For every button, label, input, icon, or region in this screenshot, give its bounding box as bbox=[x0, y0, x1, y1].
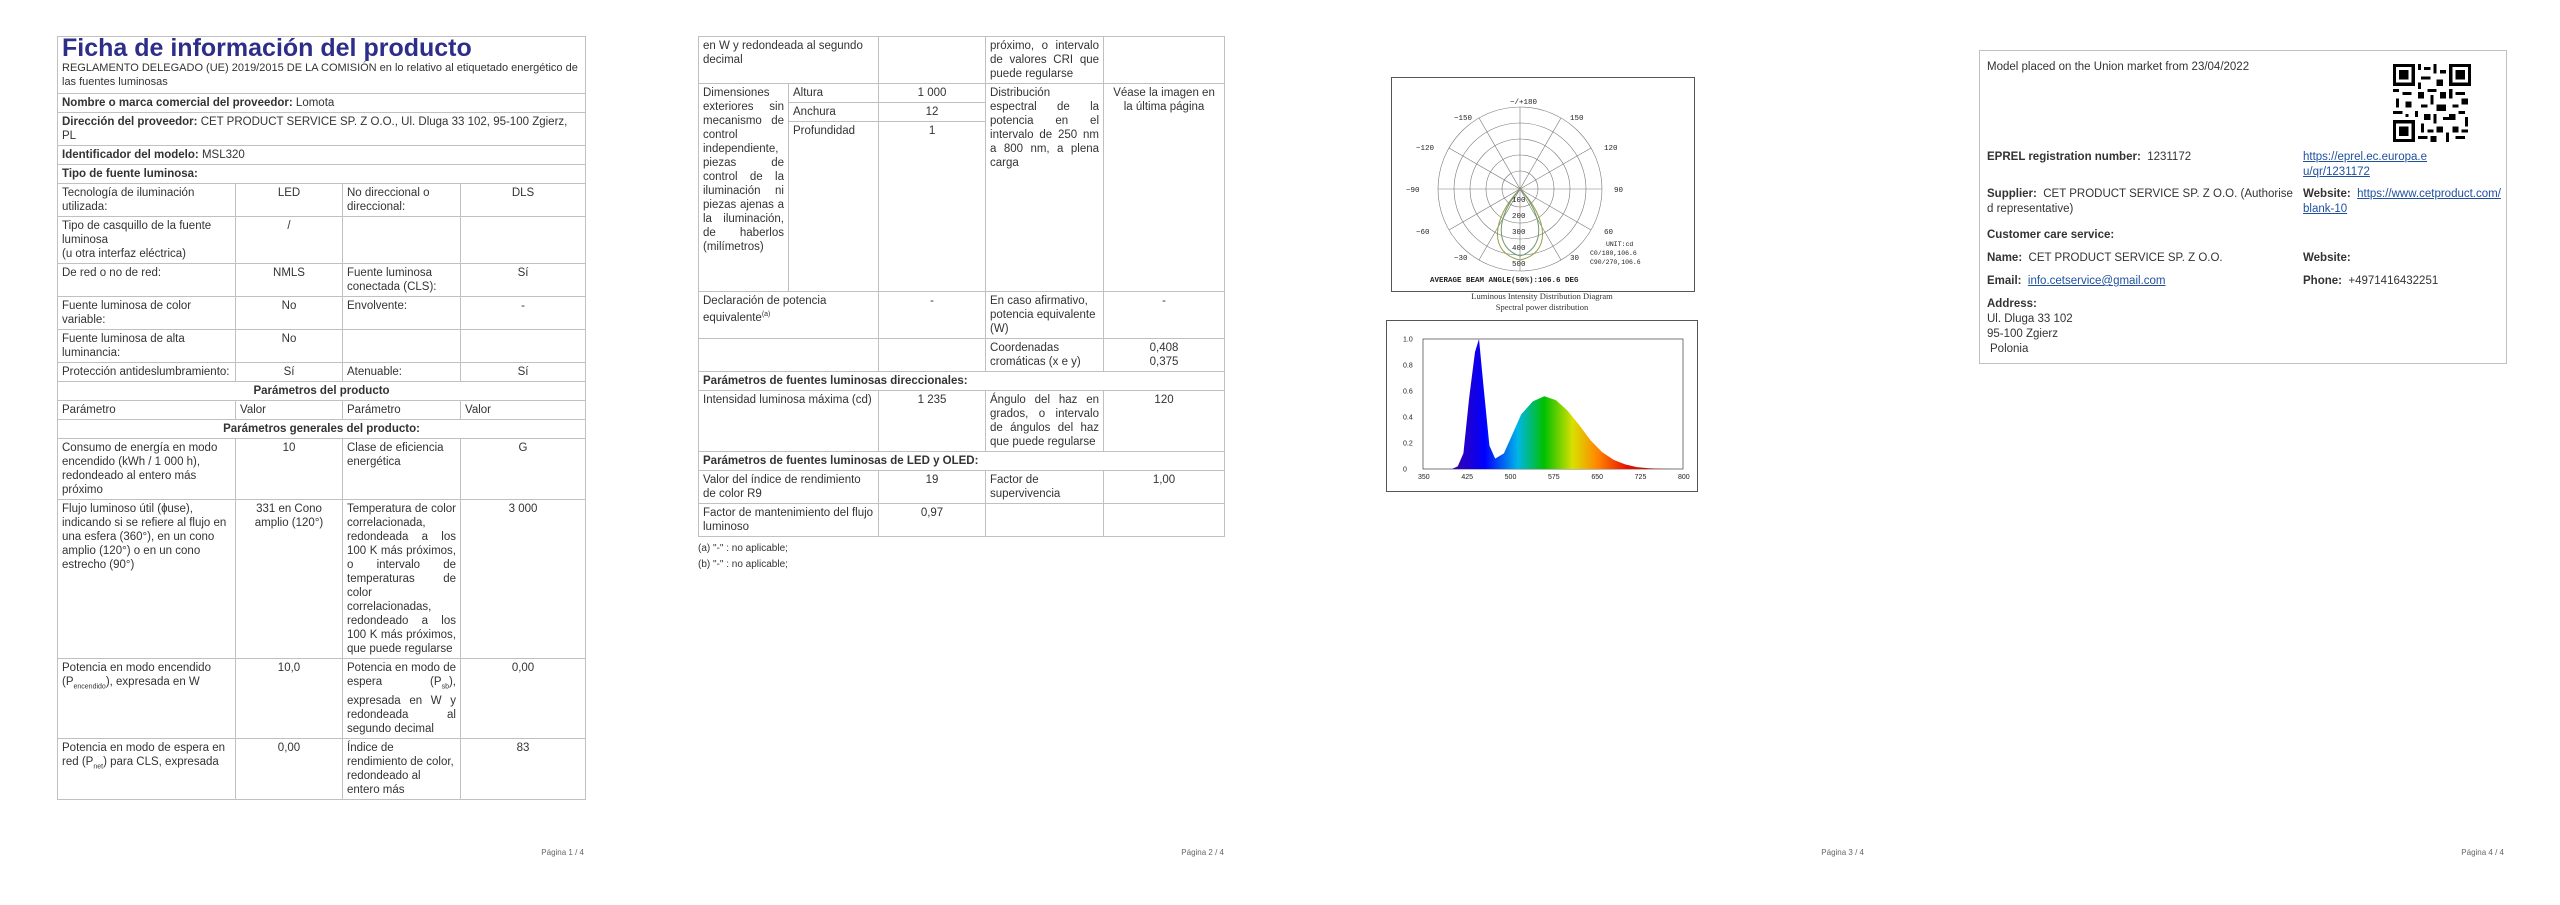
ring-100: 100 bbox=[1512, 197, 1526, 205]
r9-value: 19 bbox=[879, 471, 986, 504]
standby-label: Potencia en modo de espera $(P_{sb})$, expresada en W y redondeada al segundo decimal bbox=[343, 659, 461, 739]
spd-value: Véase la imagen en la última página bbox=[1104, 84, 1225, 292]
tech-value: LED bbox=[236, 184, 343, 217]
hl-label: Fuente luminosa de alta luminancia: bbox=[58, 330, 236, 363]
label-120: 120 bbox=[1604, 145, 1618, 153]
cont-left: en W y redondeada al segundo decimal bbox=[699, 37, 879, 84]
maint-label: Factor de mantenimiento del flujo luminoso bbox=[699, 504, 879, 537]
cri-label: Índice de rendimiento de color, redondeado al entero más bbox=[343, 739, 461, 800]
x-tick-label: 725 bbox=[1634, 474, 1647, 481]
net-value: 0,00 bbox=[236, 739, 343, 800]
supplier-name: Lomota bbox=[295, 97, 335, 109]
flux-label: Flujo luminoso útil (ɸuse), indicando si se refiere al flujo en una esfera (360°), en un cono amplio (120°) o en un cono estrecho (90°) bbox=[58, 500, 236, 659]
care-email-label: Email: bbox=[1987, 275, 2022, 287]
address-block bbox=[1987, 297, 2073, 357]
eprel-card bbox=[1979, 50, 2507, 364]
hl-value: No bbox=[236, 330, 343, 363]
label-m60: −60 bbox=[1416, 229, 1430, 237]
standby-value: 0,00 bbox=[461, 659, 586, 739]
y-tick-label: 0.6 bbox=[1403, 388, 1413, 396]
cap-label: Tipo de casquillo de la fuente luminosa bbox=[62, 220, 212, 246]
c0-label: C0/180,106.6 bbox=[1590, 250, 1637, 257]
cap-label-2: (u otra interfaz eléctrica) bbox=[62, 248, 186, 260]
page-2 bbox=[640, 0, 1280, 905]
address-line-2: 95-100 Zgierz bbox=[1987, 328, 2058, 340]
dir-header: Parámetros de fuentes luminosas direccionales: bbox=[699, 372, 1225, 391]
energy-label: Consumo de energía en modo encendido (kWh / 1 000 h), redondeado al entero más próximo bbox=[58, 439, 236, 500]
mains-value: NMLS bbox=[236, 264, 343, 297]
nondir-value: DLS bbox=[461, 184, 586, 217]
label-30: 30 bbox=[1570, 255, 1580, 263]
cap-value: / bbox=[236, 217, 343, 264]
beam-value: 120 bbox=[1104, 391, 1225, 452]
care-website-label: Website: bbox=[2303, 252, 2351, 264]
net-label: Potencia en modo de espera en red $(P_{net})$ para CLS, expresada bbox=[58, 739, 236, 800]
surv-label: Factor de supervivencia bbox=[986, 471, 1104, 504]
address-line-3: Polonia bbox=[1990, 343, 2029, 355]
ring-200: 200 bbox=[1512, 213, 1526, 221]
polar-caption: Luminous Intensity Distribution Diagram bbox=[1471, 291, 1613, 301]
page-number-4: Página 4 / 4 bbox=[2461, 848, 2504, 857]
regulation-text: REGLAMENTO DELEGADO (UE) 2019/2015 DE LA COMISIÓN en lo relativo al etiquetado energético de las fuentes luminosas bbox=[62, 62, 578, 88]
label-90: 90 bbox=[1614, 187, 1624, 195]
supplier-name-label: Nombre o marca comercial del proveedor: bbox=[62, 97, 293, 109]
address-label: Address: bbox=[1987, 298, 2037, 310]
cct-value: 3 000 bbox=[461, 500, 586, 659]
r9-label: Valor del índice de rendimiento de color R9 bbox=[699, 471, 879, 504]
glare-value: Sí bbox=[236, 363, 343, 382]
param-col-1: Parámetro bbox=[58, 401, 236, 420]
page-number-1: Página 1 / 4 bbox=[541, 848, 584, 857]
y-tick-label: 0.2 bbox=[1403, 440, 1413, 448]
x-tick-label: 800 bbox=[1678, 474, 1690, 481]
care-phone-value: +4971416432251 bbox=[2348, 275, 2439, 287]
height-value: 1 000 bbox=[879, 84, 986, 103]
care-name-label: Name: bbox=[1987, 252, 2023, 264]
y-tick-label: 0.4 bbox=[1403, 414, 1413, 422]
general-header: Parámetros generales del producto: bbox=[58, 420, 586, 439]
cct-label: Temperatura de color correlacionada, redondeada a los 100 K más próximos, o intervalo de temperaturas de color correlacionadas, redondeado a los 100 K más próximos, que puede regularse bbox=[343, 500, 461, 659]
spd-area bbox=[1452, 339, 1672, 469]
website-row bbox=[2303, 187, 2503, 217]
value-col-1: Valor bbox=[236, 401, 343, 420]
footnotes bbox=[698, 541, 1224, 573]
spd-label: Distribución espectral de la potencia en el intervalo de 250 nm a 800 nm, a plena carga bbox=[986, 84, 1104, 292]
label-m30: −30 bbox=[1454, 255, 1468, 263]
x-tick-label: 650 bbox=[1591, 474, 1604, 481]
ring-500: 500 bbox=[1512, 261, 1526, 269]
page-1 bbox=[0, 0, 640, 905]
ring-300: 300 bbox=[1512, 229, 1526, 237]
beam-angle-label: AVERAGE BEAM ANGLE(50%):106.6 DEG bbox=[1430, 277, 1579, 285]
supplier-address-label: Dirección del proveedor: bbox=[62, 116, 198, 128]
label-180: −/+180 bbox=[1510, 99, 1538, 107]
x-tick-label: 500 bbox=[1504, 474, 1517, 481]
intensity-value: 1 235 bbox=[879, 391, 986, 452]
depth-label: Profundidad bbox=[789, 122, 879, 292]
y-tick-label: 0 bbox=[1403, 466, 1407, 474]
y-tick-label: 1.0 bbox=[1403, 336, 1413, 344]
width-value: 12 bbox=[879, 103, 986, 122]
care-phone-label: Phone: bbox=[2303, 275, 2342, 287]
params-header: Parámetros del producto bbox=[58, 382, 586, 401]
placed-on-market: Model placed on the Union market from 23/04/2022 bbox=[1987, 61, 2250, 73]
dim-value: Sí bbox=[461, 363, 586, 382]
cls-label: Fuente luminosa conectada (CLS): bbox=[343, 264, 461, 297]
envelope-label: Envolvente: bbox=[343, 297, 461, 330]
footnote-b: (b) "-" : no aplicable; bbox=[698, 559, 788, 570]
energy-value: 10 bbox=[236, 439, 343, 500]
product-info-table-2 bbox=[698, 36, 1225, 537]
customer-care-label: Customer care service: bbox=[1987, 229, 2115, 241]
label-150: 150 bbox=[1570, 115, 1584, 123]
model-id: MSL320 bbox=[201, 149, 245, 161]
eprel-label: EPREL registration number: bbox=[1987, 151, 2141, 163]
chroma-value: 0,408 0,375 bbox=[1104, 339, 1225, 372]
surv-value: 1,00 bbox=[1104, 471, 1225, 504]
width-label: Anchura bbox=[789, 103, 879, 122]
colour-label: Fuente luminosa de color variable: bbox=[58, 297, 236, 330]
cri-value: 83 bbox=[461, 739, 586, 800]
mains-label: De red o no de red: bbox=[58, 264, 236, 297]
led-header: Parámetros de fuentes luminosas de LED y OLED: bbox=[699, 452, 1225, 471]
height-label: Altura bbox=[789, 84, 879, 103]
value-col-2: Valor bbox=[461, 401, 586, 420]
page-3 bbox=[1280, 0, 1920, 905]
page-number-3: Página 3 / 4 bbox=[1821, 848, 1864, 857]
glare-label: Protección antideslumbramiento: bbox=[58, 363, 236, 382]
c90-label: C90/270,106.6 bbox=[1590, 259, 1641, 266]
product-info-table bbox=[57, 36, 586, 800]
nondir-label: No direccional o direccional: bbox=[343, 184, 461, 217]
power-on-label: Potencia en modo encendido $(P_{encendido})$, expresada en W bbox=[58, 659, 236, 739]
website-label: Website: bbox=[2303, 188, 2351, 200]
footnote-a: (a) "-" : no aplicable; bbox=[698, 543, 788, 554]
model-label: Identificador del modelo: bbox=[62, 149, 199, 161]
source-type-label: Tipo de fuente luminosa: bbox=[58, 165, 586, 184]
eprel-link[interactable]: https://eprel.ec.europa.eu/qr/1231172 bbox=[2303, 151, 2428, 178]
care-name-value: CET PRODUCT SERVICE SP. Z O.O. bbox=[2028, 252, 2223, 264]
equiv2-value: - bbox=[1104, 292, 1225, 339]
envelope-value: - bbox=[461, 297, 586, 330]
label-m90: −90 bbox=[1406, 187, 1420, 195]
power-on-value: 10,0 bbox=[236, 659, 343, 739]
eprel-row bbox=[1987, 150, 2297, 165]
supplier-value: CET PRODUCT SERVICE SP. Z O.O. (Authorised representative) bbox=[1987, 188, 2293, 215]
unit-label: UNIT:cd bbox=[1606, 241, 1634, 248]
eclass-label: Clase de eficiencia energética bbox=[343, 439, 461, 500]
document-title: Ficha de información del producto bbox=[62, 34, 472, 62]
x-tick-label: 350 bbox=[1418, 474, 1430, 481]
intensity-label: Intensidad luminosa máxima (cd) bbox=[699, 391, 879, 452]
eclass-value: G bbox=[461, 439, 586, 500]
page-4 bbox=[1920, 0, 2560, 905]
flux-value: 331 en Cono amplio (120°) bbox=[236, 500, 343, 659]
depth-value: 1 bbox=[879, 122, 986, 292]
supplier-row bbox=[1987, 187, 2297, 217]
eprel-number: 1231172 bbox=[2147, 151, 2192, 163]
spd-caption: Spectral power distribution bbox=[1495, 302, 1589, 312]
address-line-1: Ul. Dluga 33 102 bbox=[1987, 313, 2073, 325]
product-sheet bbox=[57, 36, 585, 800]
qr-svg bbox=[2393, 64, 2471, 142]
website-link[interactable]: https://www.cetproduct.com/blank-10 bbox=[2303, 188, 2501, 215]
ring-400: 400 bbox=[1512, 245, 1526, 253]
tech-label: Tecnología de iluminación utilizada: bbox=[58, 184, 236, 217]
label-m120: −120 bbox=[1416, 145, 1435, 153]
equiv-value: - bbox=[879, 292, 986, 339]
polar-diagram bbox=[1391, 77, 1695, 292]
care-email-row bbox=[1987, 274, 2166, 289]
care-name-row bbox=[1987, 251, 2223, 266]
cont-right: próximo, o intervalo de valores CRI que puede regularse bbox=[986, 37, 1104, 84]
qr-code bbox=[2393, 64, 2471, 142]
care-email-link[interactable]: info.cetservice@gmail.com bbox=[2027, 275, 2166, 287]
page-number-2: Página 2 / 4 bbox=[1181, 848, 1224, 857]
label-60: 60 bbox=[1604, 229, 1614, 237]
y-tick-label: 0.8 bbox=[1403, 362, 1413, 370]
colour-value: No bbox=[236, 297, 343, 330]
beam-label: Ángulo del haz en grados, o intervalo de ángulos del haz que puede regularse bbox=[986, 391, 1104, 452]
care-phone-row bbox=[2303, 274, 2438, 289]
cls-value: Sí bbox=[461, 264, 586, 297]
maint-value: 0,97 bbox=[879, 504, 986, 537]
x-tick-label: 575 bbox=[1548, 474, 1560, 481]
product-sheet-continued bbox=[698, 36, 1224, 573]
equiv-label: Declaración de potencia equivalente$^{(a)}$ bbox=[699, 292, 879, 339]
supplier-label: Supplier: bbox=[1987, 188, 2037, 200]
dims-label: Dimensiones exteriores sin mecanismo de control independiente, piezas de control de la iluminación ni piezas ajenas a la iluminación, de haberlos (milímetros) bbox=[699, 84, 789, 292]
x-tick-label: 425 bbox=[1461, 474, 1474, 481]
chroma-label: Coordenadas cromáticas (x e y) bbox=[986, 339, 1104, 372]
equiv2-label: En caso afirmativo, potencia equivalente (W) bbox=[986, 292, 1104, 339]
spd-chart bbox=[1386, 320, 1698, 492]
param-col-2: Parámetro bbox=[343, 401, 461, 420]
spd-svg bbox=[1387, 321, 1697, 491]
supplier-address: CET PRODUCT SERVICE SP. Z O.O., Ul. Dluga 33 102, 95-100 Zgierz, PL bbox=[62, 116, 568, 142]
label-m150: −150 bbox=[1454, 115, 1473, 123]
dim-label: Atenuable: bbox=[343, 363, 461, 382]
polar-svg bbox=[1392, 78, 1694, 291]
